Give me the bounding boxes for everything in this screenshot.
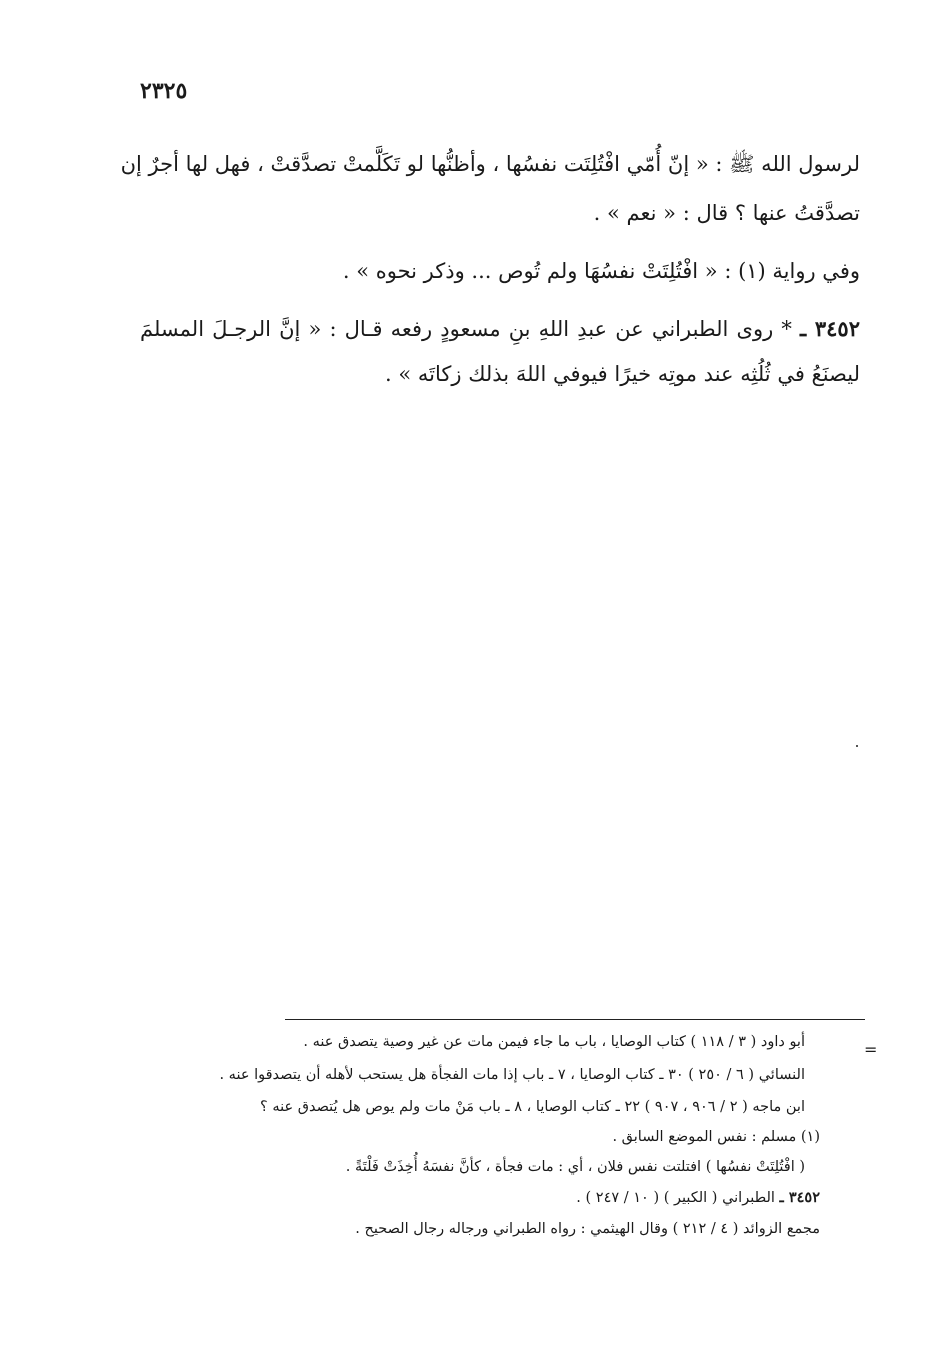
body-line-3: وفي رواية (١) : « افْتُلِتَتْ نفسُهَا ولم تُوص ... وذكر نحوه » . xyxy=(342,259,860,283)
footnote-majma: مجمع الزوائد ( ٤ / ٢١٢ ) وقال الهيثمي : رواه الطبراني ورجاله رجال الصحيح . xyxy=(355,1221,820,1237)
footnote-gloss: ( افْتُلِتَتْ نفسُها ) افتلتت نفس فلان ، أي : مات فجأة ، كأنَّ نفسَهُ أُخِذَتْ فَلْتَةً . xyxy=(345,1159,805,1175)
footnote-ibn-majah: ابن ماجه ( ٢ / ٩٠٦ ، ٩٠٧ ) ٢٢ ـ كتاب الوصايا ، ٨ ـ باب مَنْ مات ولم يوص هل يُتصدق عنه ؟ xyxy=(260,1099,805,1115)
page-number: ٢٣٢٥ xyxy=(140,78,188,104)
hadith-3452-line-2: ليصنَعُ في ثُلُثِه عند موتِه خيرًا فيوفي اللهَ بذلك زكاتَه » . xyxy=(385,362,860,386)
body-line-1: لرسول الله ﷺ : « إنّ أُمّي افْتُلِتَت نفسُها ، وأظنُّها لو تَكَلَّمتْ تصدَّقتْ ، فهل لها أجرٌ إن xyxy=(120,152,860,176)
footnote-3452-text: الطبراني ( الكبير ) ( ١٠ / ٢٤٧ ) . xyxy=(576,1190,775,1206)
hadith-3452-text: * روى الطبراني عن عبدِ اللهِ بنِ مسعودٍ رفعه قـال : « إنَّ الرجـلَ المسلمَ xyxy=(140,317,792,341)
footnote-abu-dawud: أبو داود ( ٣ / ١١٨ ) كتاب الوصايا ، باب ما جاء فيمن مات عن غير وصية يتصدق عنه . xyxy=(303,1034,805,1050)
footnote-3452-number: ٣٤٥٢ ـ xyxy=(779,1189,820,1206)
hadith-number: ٣٤٥٢ ـ xyxy=(799,316,860,341)
margin-dot xyxy=(856,745,858,747)
footnote-1: (١) مسلم : نفس الموضع السابق . xyxy=(612,1129,820,1145)
footnote-3452 xyxy=(576,1187,820,1209)
footnote-nasai: النسائي ( ٦ / ٢٥٠ ) ٣٠ ـ كتاب الوصايا ، ٧ ـ باب إذا مات الفجأة هل يستحب لأهله أن يتصدقوا عنه . xyxy=(219,1067,805,1083)
body-line-2: تصدَّقتُ عنها ؟ قال : « نعم » . xyxy=(593,201,860,225)
footnote-separator xyxy=(285,1019,865,1020)
hadith-3452-line-1 xyxy=(140,314,860,344)
continuation-mark: = xyxy=(864,1040,878,1059)
